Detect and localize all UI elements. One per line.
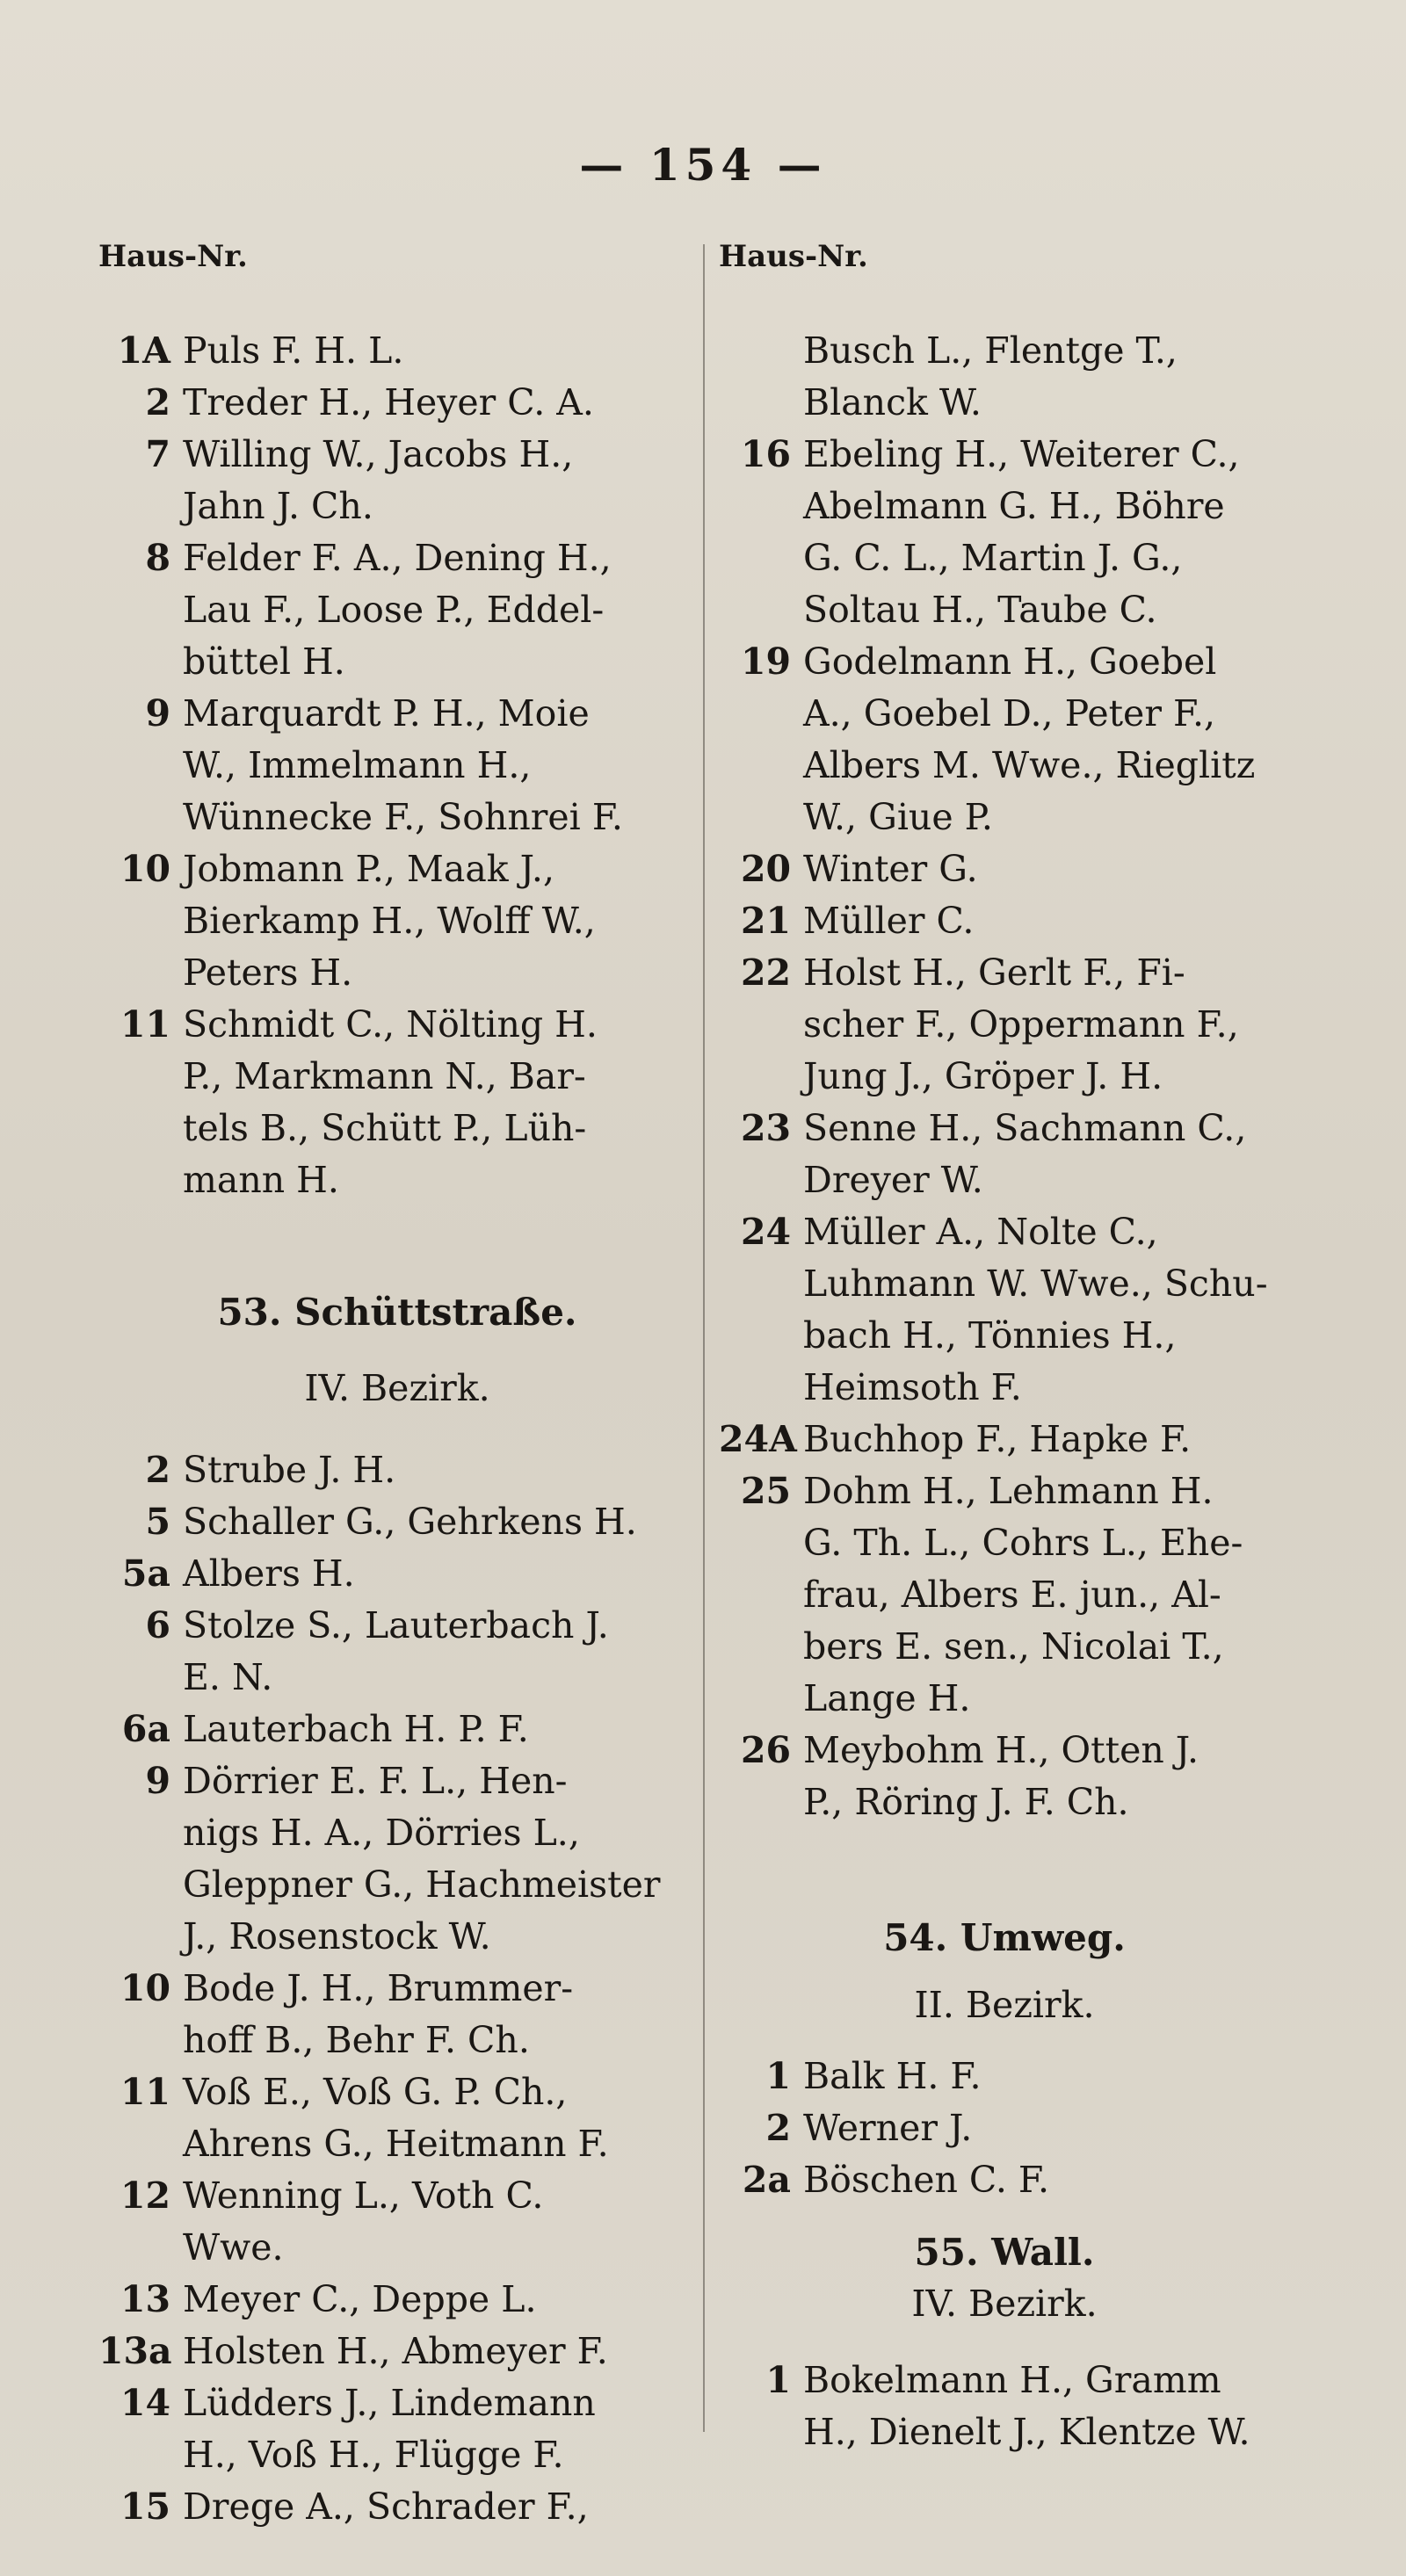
resident-names: Bokelmann H., Gramm H., Dienelt J., Klentze W. bbox=[803, 2359, 1250, 2453]
house-number: 9 bbox=[145, 692, 170, 734]
house-number: 10 bbox=[120, 1967, 170, 2009]
entry-row bbox=[98, 1704, 696, 1755]
resident-names: Felder F. A., Dening H., Lau F., Loose P., Eddel- büttel H. bbox=[183, 537, 612, 683]
entry-row bbox=[98, 2481, 696, 2533]
resident-names: Strube J. H. bbox=[183, 1449, 396, 1491]
house-number: 2a bbox=[742, 2159, 791, 2201]
entry-row bbox=[719, 636, 1290, 843]
street-heading: 54. Umweg. bbox=[883, 1916, 1126, 1959]
house-number: 23 bbox=[740, 1107, 791, 1149]
house-number: 1 bbox=[765, 2055, 791, 2097]
resident-names: Senne H., Sachmann C., Dreyer W. bbox=[803, 1107, 1247, 1201]
entry-row bbox=[98, 2377, 696, 2481]
resident-names: Dohm H., Lehmann H. G. Th. L., Cohrs L., Ehe- frau, Albers E. jun., Al- bers E. sen., Nicolai T., Lange H. bbox=[803, 1470, 1243, 1719]
resident-names: Willing W., Jacobs H., Jahn J. Ch. bbox=[183, 433, 574, 527]
entry-row bbox=[98, 2274, 696, 2326]
district-heading: II. Bezirk. bbox=[914, 1984, 1095, 2026]
district-heading: IV. Bezirk. bbox=[911, 2283, 1098, 2325]
entry-row bbox=[719, 2051, 1290, 2102]
entry-row bbox=[719, 1725, 1290, 1828]
resident-names: Müller C. bbox=[803, 900, 975, 942]
entry-row bbox=[98, 1755, 696, 1963]
house-number: 9 bbox=[145, 1760, 170, 1802]
district-heading: IV. Bezirk. bbox=[304, 1367, 490, 1409]
resident-names: Müller A., Nolte C., Luhmann W. Wwe., Schu- bach H., Tönnies H., Heimsoth F. bbox=[803, 1211, 1268, 1408]
house-number: 15 bbox=[120, 2486, 170, 2528]
house-number: 22 bbox=[740, 952, 791, 994]
entry-row bbox=[719, 1206, 1290, 1414]
resident-names: Werner J. bbox=[803, 2107, 973, 2149]
resident-names: Albers H. bbox=[183, 1552, 355, 1595]
house-number: 16 bbox=[740, 433, 791, 475]
page-number: — 154 — bbox=[579, 139, 827, 191]
house-number: 10 bbox=[120, 848, 170, 890]
entry-row bbox=[98, 377, 696, 429]
entry-row bbox=[719, 843, 1290, 895]
entry-row bbox=[98, 1496, 696, 1548]
resident-names: Wenning L., Voth C. Wwe. bbox=[183, 2174, 544, 2268]
column-divider bbox=[703, 244, 705, 2432]
house-number: 1 bbox=[765, 2359, 791, 2401]
resident-names: Holsten H., Abmeyer F. bbox=[183, 2330, 608, 2372]
house-number: 5 bbox=[145, 1501, 170, 1543]
house-number: 21 bbox=[740, 900, 791, 942]
resident-names: Lauterbach H. P. F. bbox=[183, 1708, 529, 1750]
house-number: 20 bbox=[740, 848, 791, 890]
entry-row bbox=[98, 688, 696, 843]
entry-row bbox=[719, 1414, 1290, 1465]
entry-row bbox=[719, 325, 1290, 429]
resident-names: Stolze S., Lauterbach J. E. N. bbox=[183, 1604, 609, 1698]
entry-row bbox=[98, 843, 696, 999]
resident-names: Godelmann H., Goebel A., Goebel D., Peter F., Albers M. Wwe., Rieglitz W., Giue P. bbox=[803, 640, 1256, 838]
house-number: 19 bbox=[740, 640, 791, 683]
house-number: 6 bbox=[145, 1604, 170, 1646]
entry-row bbox=[719, 947, 1290, 1103]
house-number: 11 bbox=[120, 1003, 170, 1046]
entry-row bbox=[719, 2102, 1290, 2154]
house-number: 24 bbox=[740, 1211, 791, 1253]
house-number: 26 bbox=[740, 1729, 791, 1771]
resident-names: Voß E., Voß G. P. Ch., Ahrens G., Heitmann F. bbox=[183, 2071, 609, 2165]
house-number: 13a bbox=[98, 2330, 172, 2372]
resident-names: Schmidt C., Nölting H. P., Markmann N., Bar- tels B., Schütt P., Lüh- mann H. bbox=[183, 1003, 598, 1201]
entry-list bbox=[719, 2051, 1290, 2206]
resident-names: Winter G. bbox=[803, 848, 978, 890]
entry-row bbox=[98, 2326, 696, 2377]
entry-list bbox=[98, 1444, 696, 2533]
resident-names: Balk H. F. bbox=[803, 2055, 982, 2097]
left-column bbox=[98, 239, 696, 2533]
entry-row bbox=[98, 2170, 696, 2274]
resident-names: Schaller G., Gehrkens H. bbox=[183, 1501, 637, 1543]
entry-row bbox=[98, 532, 696, 688]
entry-row bbox=[98, 1444, 696, 1496]
resident-names: Holst H., Gerlt F., Fi- scher F., Oppermann F., Jung J., Gröper J. H. bbox=[803, 952, 1239, 1097]
entry-list bbox=[98, 325, 696, 1206]
entry-row bbox=[719, 2154, 1290, 2206]
house-number: 7 bbox=[145, 433, 170, 475]
house-number: 12 bbox=[120, 2174, 170, 2217]
resident-names: Ebeling H., Weiterer C., Abelmann G. H., Böhre G. C. L., Martin J. G., Soltau H., Taube C. bbox=[803, 433, 1240, 631]
resident-names: Meyer C., Deppe L. bbox=[183, 2278, 537, 2320]
house-number: 5a bbox=[121, 1552, 170, 1595]
resident-names: Meybohm H., Otten J. P., Röring J. F. Ch. bbox=[803, 1729, 1199, 1823]
resident-names: Jobmann P., Maak J., Bierkamp H., Wolff W., Peters H. bbox=[183, 848, 596, 994]
resident-names: Puls F. H. L. bbox=[183, 329, 404, 372]
entry-row bbox=[98, 1548, 696, 1600]
entry-row bbox=[98, 1963, 696, 2066]
house-number: 14 bbox=[120, 2382, 170, 2424]
resident-names: Bode J. H., Brummer- hoff B., Behr F. Ch. bbox=[183, 1967, 574, 2061]
entry-row bbox=[719, 1103, 1290, 1206]
street-heading: 53. Schüttstraße. bbox=[217, 1291, 577, 1334]
resident-names: Drege A., Schrader F., bbox=[183, 2486, 589, 2528]
entry-row bbox=[98, 2066, 696, 2170]
entry-row bbox=[98, 1600, 696, 1704]
resident-names: Lüdders J., Lindemann H., Voß H., Flügge F. bbox=[183, 2382, 596, 2476]
entry-list bbox=[719, 2355, 1290, 2458]
resident-names: Treder H., Heyer C. A. bbox=[183, 381, 594, 423]
house-number: 6a bbox=[121, 1708, 170, 1750]
house-number: 25 bbox=[740, 1470, 791, 1512]
entry-row bbox=[719, 2355, 1290, 2458]
entry-row bbox=[719, 429, 1290, 636]
house-number: 11 bbox=[120, 2071, 170, 2113]
house-number: 8 bbox=[145, 537, 170, 579]
house-number: 13 bbox=[120, 2278, 170, 2320]
house-number: 2 bbox=[145, 381, 170, 423]
entry-list bbox=[719, 325, 1290, 1828]
entry-row bbox=[98, 429, 696, 532]
entry-row bbox=[719, 895, 1290, 947]
street-heading: 55. Wall. bbox=[914, 2231, 1095, 2274]
right-column bbox=[719, 239, 1290, 2458]
house-number: 2 bbox=[145, 1449, 170, 1491]
house-number: 2 bbox=[765, 2107, 791, 2149]
resident-names: Böschen C. F. bbox=[803, 2159, 1049, 2201]
house-number: 1A bbox=[117, 329, 170, 372]
resident-names: Buchhop F., Hapke F. bbox=[803, 1418, 1192, 1460]
house-number: 24A bbox=[719, 1418, 797, 1460]
resident-names: Dörrier E. F. L., Hen- nigs H. A., Dörries L., Gleppner G., Hachmeister J., Rosenstock W. bbox=[183, 1760, 661, 1957]
entry-row bbox=[98, 999, 696, 1206]
house-number bbox=[719, 325, 803, 429]
resident-names: Busch L., Flentge T., Blanck W. bbox=[803, 329, 1178, 423]
column-header: Haus-Nr. bbox=[98, 239, 248, 274]
entry-row bbox=[98, 325, 696, 377]
column-header: Haus-Nr. bbox=[719, 239, 868, 274]
resident-names: Marquardt P. H., Moie W., Immelmann H., Wünnecke F., Sohnrei F. bbox=[183, 692, 623, 838]
entry-row bbox=[719, 1465, 1290, 1725]
